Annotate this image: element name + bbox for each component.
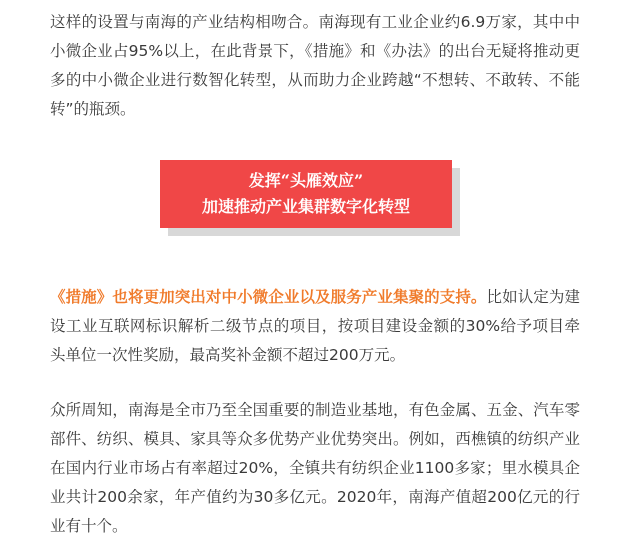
- banner-line-1: 发挥“头雁效应”: [248, 171, 364, 190]
- banner-line-2: 加速推动产业集群数字化转型: [201, 197, 410, 216]
- paragraph-measures-support: [50, 283, 580, 370]
- paragraph-lead-highlight: 《措施》也将更加突出对中小微企业以及服务产业集聚的支持。: [50, 288, 487, 306]
- paragraph-body: 比如认定为建设工业互联网标识解析二级节点的项目，按项目建设金额的30%给予项目牵头单位一次性奖励，最高奖补金额不超过200万元。: [50, 288, 580, 364]
- paragraph-industry-structure: 这样的设置与南海的产业结构相吻合。南海现有工业企业约6.9万家，其中中小微企业占95%以上，在此背景下，《措施》和《办法》的出台无疑将推动更多的中小微企业进行数智化转型，从而助力企业跨越“不想转、不敢转、不能转”的瓶颈。: [50, 13, 580, 118]
- paragraph-manufacturing-base: 众所周知，南海是全市乃至全国重要的制造业基地，有色金属、五金、汽车零部件、纺织、模具、家具等众多优势产业优势突出。例如，西樵镇的纺织产业在国内行业市场占有率超过20%，全镇共有纺织企业1100多家；里水模具企业共计200余家，年产值约为30多亿元。2020年，南海产值超200亿元的行业有十个。: [50, 401, 580, 535]
- banner-box: [160, 160, 452, 228]
- section-heading-banner: [160, 160, 460, 236]
